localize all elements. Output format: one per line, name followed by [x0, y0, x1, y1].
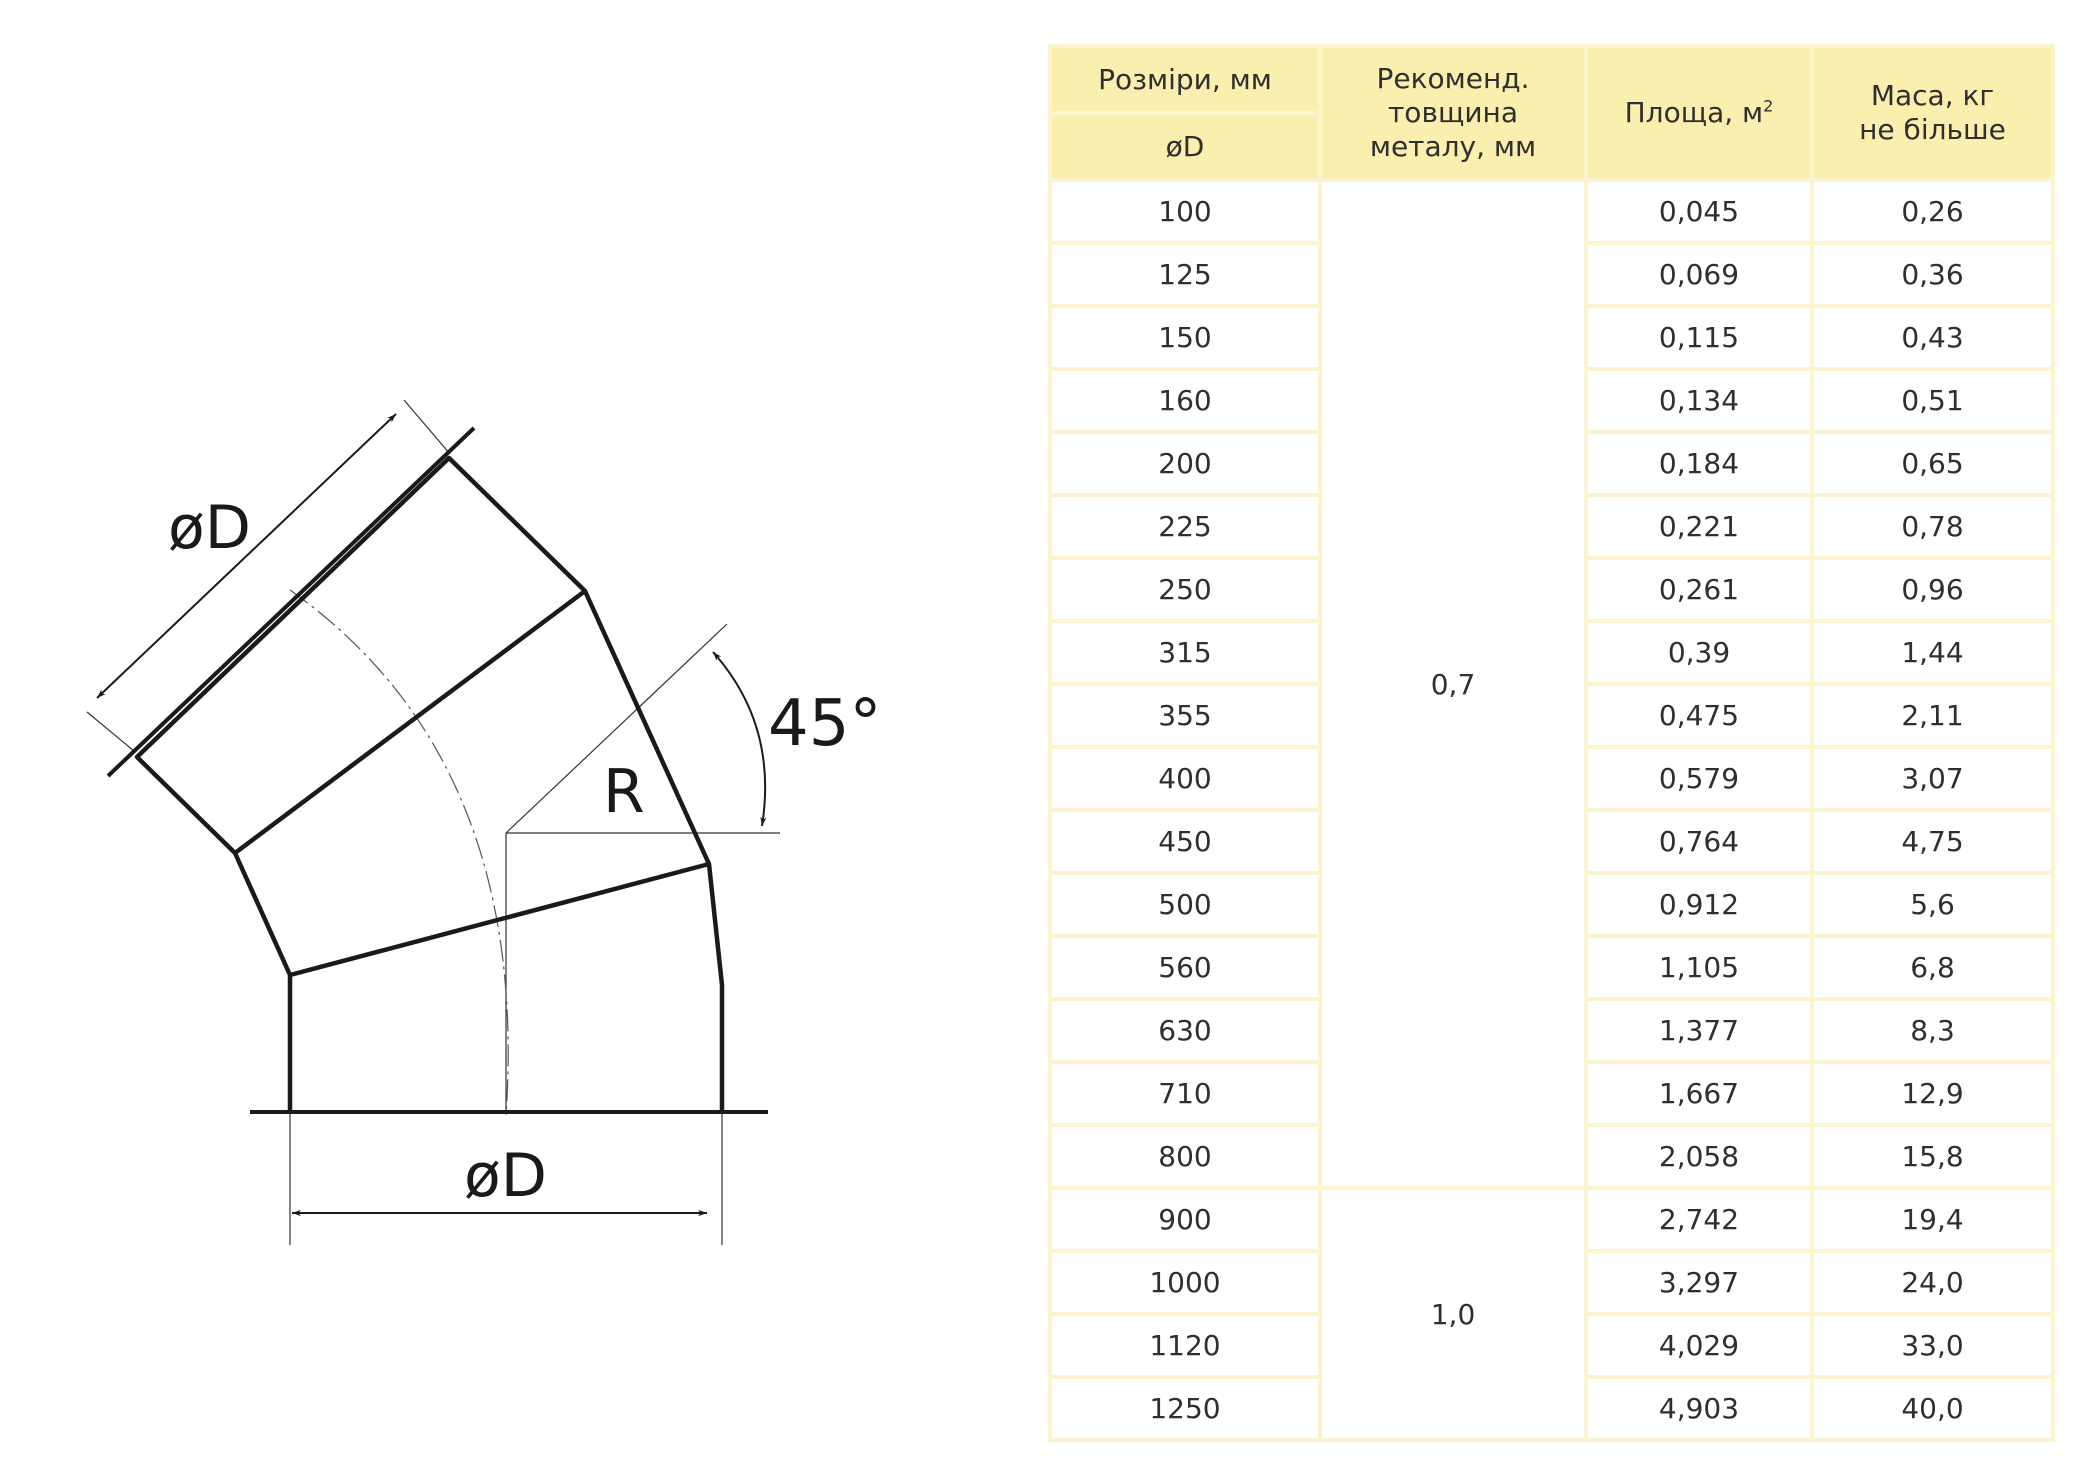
mass-cell: 33,0: [1814, 1316, 2051, 1375]
area-cell: 4,903: [1588, 1379, 1810, 1438]
area-cell: 0,115: [1588, 308, 1810, 367]
area-cell: 0,069: [1588, 245, 1810, 304]
mass-cell: 8,3: [1814, 1001, 2051, 1060]
header-thickness: Рекоменд. товщина металу, мм: [1322, 48, 1584, 178]
mass-cell: 12,9: [1814, 1064, 2051, 1123]
mass-cell: 0,43: [1814, 308, 2051, 367]
bottom-diameter-label: øD: [464, 1141, 547, 1211]
diameter-cell: 450: [1052, 812, 1318, 871]
area-cell: 0,475: [1588, 686, 1810, 745]
thickness-cell: 0,7: [1322, 182, 1584, 1186]
diameter-cell: 630: [1052, 1001, 1318, 1060]
specification-table: [1048, 44, 2055, 1442]
angle-dimension-arc: [713, 652, 765, 826]
mass-cell: 24,0: [1814, 1253, 2051, 1312]
elbow-45-drawing: [0, 0, 1040, 1461]
diameter-cell: 400: [1052, 749, 1318, 808]
mass-cell: 0,65: [1814, 434, 2051, 493]
area-cell: 0,261: [1588, 560, 1810, 619]
area-cell: 0,134: [1588, 371, 1810, 430]
diameter-cell: 1250: [1052, 1379, 1318, 1438]
mass-cell: 3,07: [1814, 749, 2051, 808]
area-cell: 1,105: [1588, 938, 1810, 997]
mass-cell: 6,8: [1814, 938, 2051, 997]
area-cell: 1,377: [1588, 1001, 1810, 1060]
header-area: Площа, $м^2$: [1588, 48, 1810, 178]
radius-label: R: [603, 757, 645, 827]
mass-cell: 0,26: [1814, 182, 2051, 241]
area-cell: 0,221: [1588, 497, 1810, 556]
area-cell: 4,029: [1588, 1316, 1810, 1375]
diameter-cell: 150: [1052, 308, 1318, 367]
area-cell: 0,39: [1588, 623, 1810, 682]
thickness-cell: 1,0: [1322, 1190, 1584, 1438]
area-cell: 0,912: [1588, 875, 1810, 934]
mass-cell: 4,75: [1814, 812, 2051, 871]
diameter-cell: 250: [1052, 560, 1318, 619]
diameter-cell: 315: [1052, 623, 1318, 682]
area-cell: 0,045: [1588, 182, 1810, 241]
diameter-cell: 100: [1052, 182, 1318, 241]
diameter-cell: 1000: [1052, 1253, 1318, 1312]
mass-cell: 0,51: [1814, 371, 2051, 430]
mass-cell: 0,96: [1814, 560, 2051, 619]
top-diameter-label: øD: [168, 493, 251, 563]
mass-cell: 0,36: [1814, 245, 2051, 304]
mass-cell: 5,6: [1814, 875, 2051, 934]
mass-cell: 0,78: [1814, 497, 2051, 556]
angle-label: 45°: [768, 687, 882, 761]
diameter-cell: 225: [1052, 497, 1318, 556]
diameter-cell: 800: [1052, 1127, 1318, 1186]
centerline-arc: [290, 590, 508, 1115]
diameter-cell: 560: [1052, 938, 1318, 997]
mass-cell: 15,8: [1814, 1127, 2051, 1186]
mass-cell: 2,11: [1814, 686, 2051, 745]
top-flange-line: [108, 428, 474, 776]
area-cell: 3,297: [1588, 1253, 1810, 1312]
area-cell: 0,184: [1588, 434, 1810, 493]
diameter-cell: 125: [1052, 245, 1318, 304]
area-cell: 2,742: [1588, 1190, 1810, 1249]
header-diameter: øD: [1052, 115, 1318, 178]
diameter-cell: 900: [1052, 1190, 1318, 1249]
table-row: [1052, 182, 2051, 241]
diameter-cell: 500: [1052, 875, 1318, 934]
mass-cell: 1,44: [1814, 623, 2051, 682]
diameter-cell: 1120: [1052, 1316, 1318, 1375]
mass-cell: 40,0: [1814, 1379, 2051, 1438]
table-row: [1052, 1190, 2051, 1249]
area-cell: 1,667: [1588, 1064, 1810, 1123]
area-cell: 0,764: [1588, 812, 1810, 871]
header-sizes: Розміри, мм: [1052, 48, 1318, 111]
diameter-cell: 710: [1052, 1064, 1318, 1123]
header-mass: Маса, кг не більше: [1814, 48, 2051, 178]
diameter-cell: 200: [1052, 434, 1318, 493]
area-cell: 0,579: [1588, 749, 1810, 808]
diameter-cell: 355: [1052, 686, 1318, 745]
mass-cell: 19,4: [1814, 1190, 2051, 1249]
area-cell: 2,058: [1588, 1127, 1810, 1186]
diameter-cell: 160: [1052, 371, 1318, 430]
